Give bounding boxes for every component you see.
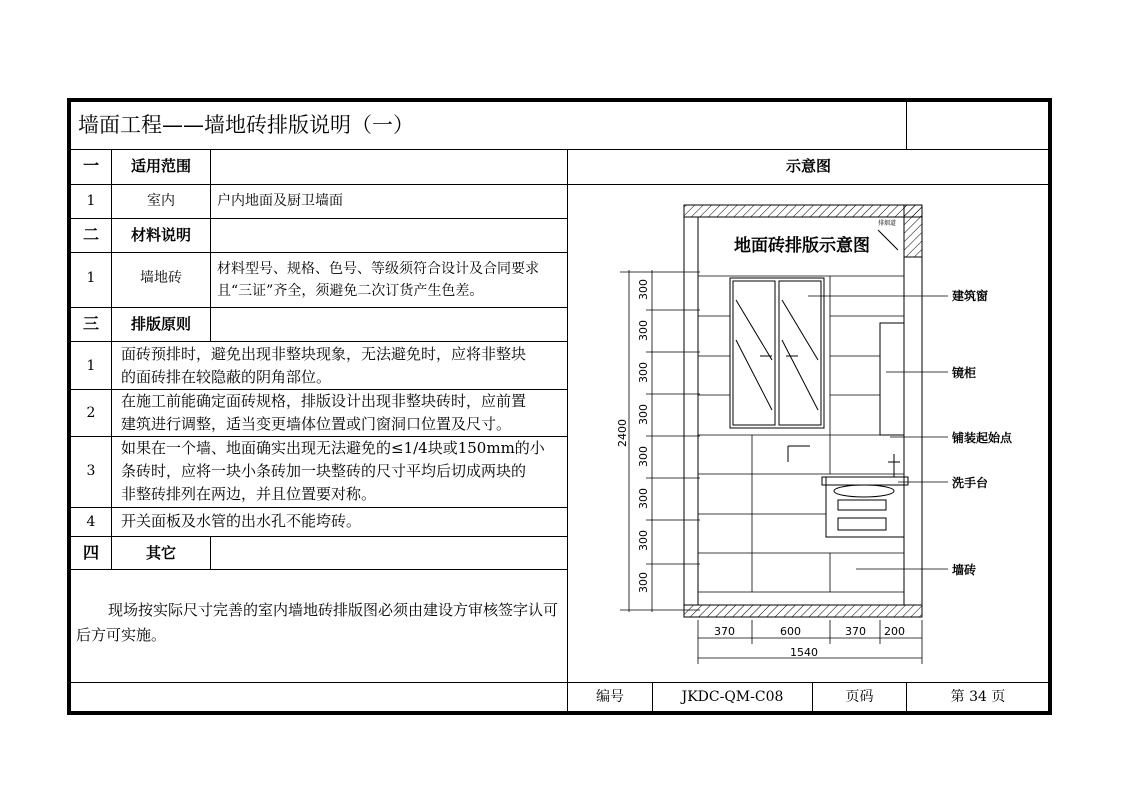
callout-start-point: 铺装起始点 xyxy=(952,431,1013,445)
diagram-title: 地面砖排版示意图 xyxy=(734,236,870,256)
section-number: 一 xyxy=(82,156,99,175)
dim-vertical: 300 xyxy=(637,572,650,593)
callout-window: 建筑窗 xyxy=(952,289,989,303)
section-label: 材料说明 xyxy=(130,226,191,244)
footer-code: JKDC-QM-C08 xyxy=(681,689,784,705)
row-description: 户内地面及厨卫墙面 xyxy=(217,193,343,209)
tile-grid xyxy=(698,276,904,592)
mirror-cabinet xyxy=(880,323,904,435)
footer-page-label: 页码 xyxy=(845,689,874,705)
dim-horizontal: 370 xyxy=(845,625,866,638)
row-name: 室内 xyxy=(147,193,175,209)
row-number: 3 xyxy=(86,463,96,479)
dim-horizontal: 200 xyxy=(884,625,905,638)
section-number: 三 xyxy=(82,314,99,333)
dim-vertical: 300 xyxy=(637,320,650,341)
vent-label: 排烟道 xyxy=(878,220,897,227)
callout-tile: 墙砖 xyxy=(952,563,977,577)
principle-line: 建筑进行调整，适当变更墙体位置或门窗洞口位置及尺寸。 xyxy=(121,415,512,433)
dim-vertical: 300 xyxy=(637,404,650,425)
section-label: 排版原则 xyxy=(130,315,191,333)
principle-line: 的面砖排在较隐蔽的阴角部位。 xyxy=(121,368,332,386)
footer-code-label: 编号 xyxy=(596,689,624,705)
other-paragraph: 现场按实际尺寸完善的室内墙地砖排版图必须由建设方审核签字认可后方可实施。 xyxy=(76,601,559,644)
principle-line: 开关面板及水管的出水孔不能垮砖。 xyxy=(121,512,362,530)
section-label: 其它 xyxy=(145,544,176,562)
row-number: 4 xyxy=(86,514,96,530)
row-number: 1 xyxy=(86,358,96,374)
dim-total-height: 2400 xyxy=(616,419,629,447)
row-description-line: 且“三证”齐全，须避免二次订货产生色差。 xyxy=(217,283,484,299)
row-number: 1 xyxy=(86,270,96,286)
dim-vertical: 300 xyxy=(637,362,650,383)
dim-vertical: 300 xyxy=(637,530,650,551)
dim-horizontal: 600 xyxy=(780,625,801,638)
ceiling-slab xyxy=(684,205,922,217)
diagram-header: 示意图 xyxy=(785,157,831,175)
section-label: 适用范围 xyxy=(130,157,191,175)
row-number: 1 xyxy=(86,193,96,209)
dim-vertical: 300 xyxy=(637,488,650,509)
principle-line: 在施工前能确定面砖规格，排版设计出现非整块砖时，应前置 xyxy=(121,392,527,410)
principle-line: 如果在一个墙、地面确实出现无法避免的≤1/4块或150mm的小 xyxy=(121,439,545,457)
section-number: 四 xyxy=(82,543,99,562)
page-title: 墙面工程——墙地砖排版说明（一） xyxy=(78,113,414,137)
dim-vertical: 300 xyxy=(637,446,650,467)
row-number: 2 xyxy=(86,405,96,421)
left-wall xyxy=(684,217,698,605)
footer-page: 第 34 页 xyxy=(950,689,1006,705)
basin xyxy=(822,454,908,537)
callout-basin: 洗手台 xyxy=(952,476,989,490)
row-description-line: 材料型号、规格、色号、等级须符合设计及合同要求 xyxy=(217,261,539,277)
principle-line: 条砖时，应将一块小条砖加一块整砖的尺寸平均后切成两块的 xyxy=(121,462,527,480)
callout-mirror: 镜柜 xyxy=(952,366,977,380)
window xyxy=(730,278,824,428)
dim-horizontal: 370 xyxy=(714,625,735,638)
exhaust-shaft xyxy=(904,205,922,257)
principle-line: 非整砖排列在两边，并且位置要对称。 xyxy=(121,485,377,503)
principle-line: 面砖预排时，避免出现非整块现象，无法避免时，应将非整块 xyxy=(121,345,527,363)
row-name: 墙地砖 xyxy=(140,270,182,286)
section-number: 二 xyxy=(82,225,99,244)
floor-slab xyxy=(684,605,922,617)
tile-layout-diagram xyxy=(568,185,1048,681)
dim-vertical: 300 xyxy=(637,279,650,300)
dim-total-width: 1540 xyxy=(790,646,818,659)
